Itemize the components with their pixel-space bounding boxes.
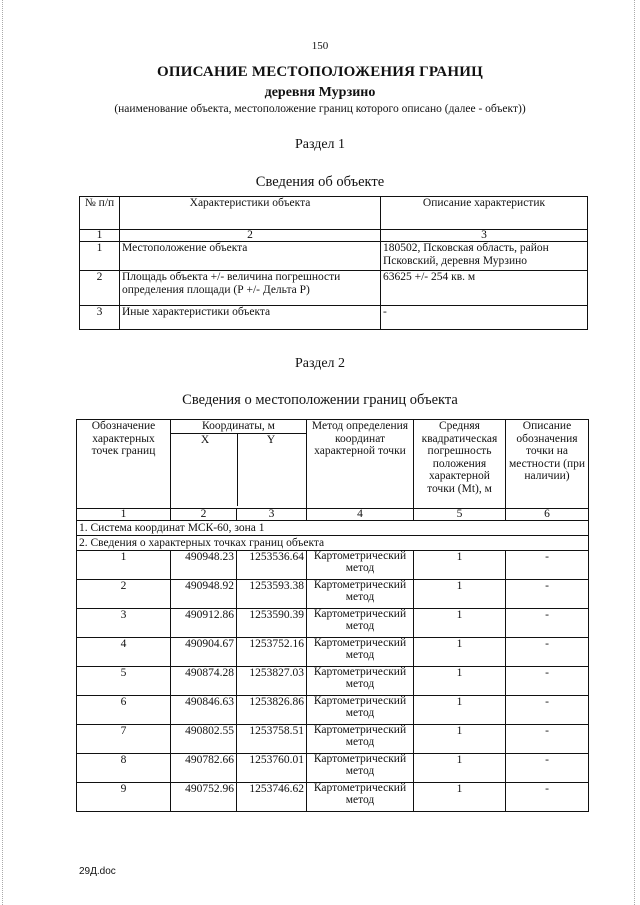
table-row: [77, 783, 589, 812]
point-accuracy: 1: [414, 783, 506, 812]
point-x: 490912.86: [171, 609, 237, 638]
point-accuracy: 1: [414, 609, 506, 638]
table2-colnum: 3: [237, 509, 307, 521]
point-y: 1253752.16: [237, 638, 307, 667]
point-x: 490904.67: [171, 638, 237, 667]
point-description: -: [506, 783, 589, 812]
row-number: 2: [80, 271, 120, 306]
table1-header-description: Описание характеристик: [381, 197, 588, 230]
points-caption: 2. Сведения о характерных точках границ объекта: [77, 536, 589, 551]
point-x: 490782.66: [171, 754, 237, 783]
row-characteristic: Иные характеристики объекта: [120, 306, 381, 330]
boundary-points-table: [76, 419, 589, 812]
header-y: Y: [266, 433, 276, 446]
table2-colnum: 5: [414, 509, 506, 521]
point-method: Картометрический метод: [307, 783, 414, 812]
point-id: 2: [77, 580, 171, 609]
point-method: Картометрический метод: [307, 638, 414, 667]
point-x: 490802.55: [171, 725, 237, 754]
point-y: 1253536.64: [237, 551, 307, 580]
table2-colnum: 2: [171, 509, 237, 521]
document-title: ОПИСАНИЕ МЕСТОПОЛОЖЕНИЯ ГРАНИЦ: [157, 64, 483, 80]
header-coordinates: [171, 420, 307, 509]
table-row: [77, 754, 589, 783]
section1-title: Раздел 1: [294, 137, 346, 152]
point-method: Картометрический метод: [307, 725, 414, 754]
table1-number-row: [80, 230, 588, 242]
point-y: 1253758.51: [237, 725, 307, 754]
point-method: Картометрический метод: [307, 667, 414, 696]
point-y: 1253593.38: [237, 580, 307, 609]
row-value: 180502, Псковская область, район Псковский, деревня Мурзино: [381, 242, 588, 271]
point-accuracy: 1: [414, 696, 506, 725]
object-info-table: [79, 196, 588, 330]
table1-header-num: № п/п: [80, 197, 120, 230]
point-id: 3: [77, 609, 171, 638]
scan-edge-right: [634, 0, 636, 905]
table-row: [77, 667, 589, 696]
header-accuracy: Средняя квадратическая погрешность положения характерной точки (Mt), м: [414, 420, 506, 509]
row-number: 1: [80, 242, 120, 271]
points-body: [77, 551, 589, 812]
point-id: 6: [77, 696, 171, 725]
point-description: -: [506, 609, 589, 638]
header-x: X: [173, 434, 238, 506]
table-row: [77, 638, 589, 667]
point-accuracy: 1: [414, 551, 506, 580]
point-x: 490846.63: [171, 696, 237, 725]
point-description: -: [506, 580, 589, 609]
section2-caption: Сведения о местоположении границ объекта: [182, 392, 458, 408]
point-description: -: [506, 667, 589, 696]
point-method: Картометрический метод: [307, 609, 414, 638]
table1-colnum: 2: [120, 230, 381, 242]
table-row: [77, 609, 589, 638]
table-row: [77, 696, 589, 725]
table-row: [77, 725, 589, 754]
table-row: [77, 580, 589, 609]
footer-filename: 29Д.doc: [79, 866, 116, 877]
point-y: 1253746.62: [237, 783, 307, 812]
point-id: 8: [77, 754, 171, 783]
point-id: 9: [77, 783, 171, 812]
point-description: -: [506, 754, 589, 783]
table2-colnum: 4: [307, 509, 414, 521]
page-number: 150: [311, 40, 329, 52]
point-id: 4: [77, 638, 171, 667]
table2-colnum: 6: [506, 509, 589, 521]
point-accuracy: 1: [414, 754, 506, 783]
table-row: [80, 306, 588, 330]
table-row: [80, 271, 588, 306]
point-x: 490752.96: [171, 783, 237, 812]
point-accuracy: 1: [414, 725, 506, 754]
table-row: [77, 551, 589, 580]
point-x: 490874.28: [171, 667, 237, 696]
point-accuracy: 1: [414, 580, 506, 609]
point-y: 1253760.01: [237, 754, 307, 783]
table2-header-row: [77, 420, 589, 509]
table1-header-row: [80, 197, 588, 230]
document-note: (наименование объекта, местоположение границ которого описано (далее - объект)): [114, 103, 526, 115]
point-y: 1253827.03: [237, 667, 307, 696]
row-value: 63625 +/- 254 кв. м: [381, 271, 588, 306]
table2-number-row: [77, 509, 589, 521]
section1-caption: Сведения об объекте: [255, 174, 385, 190]
table2-colnum: 1: [77, 509, 171, 521]
point-method: Картометрический метод: [307, 580, 414, 609]
point-y: 1253590.39: [237, 609, 307, 638]
table1-colnum: 1: [80, 230, 120, 242]
point-description: -: [506, 551, 589, 580]
table1-colnum: 3: [381, 230, 588, 242]
row-characteristic: Площадь объекта +/- величина погрешности определения площади (Р +/- Дельта Р): [120, 271, 381, 306]
point-accuracy: 1: [414, 667, 506, 696]
point-id: 1: [77, 551, 171, 580]
point-y: 1253826.86: [237, 696, 307, 725]
coordinate-system-row: [77, 521, 589, 536]
points-caption-row: [77, 536, 589, 551]
point-description: -: [506, 638, 589, 667]
header-coordinates-label: Координаты, м: [171, 420, 306, 434]
row-number: 3: [80, 306, 120, 330]
row-characteristic: Местоположение объекта: [120, 242, 381, 271]
document-subtitle: деревня Мурзино: [264, 85, 376, 100]
point-id: 7: [77, 725, 171, 754]
section2-title: Раздел 2: [294, 356, 346, 371]
header-point-designation: Обозначение характерных точек границ: [77, 420, 171, 509]
point-method: Картометрический метод: [307, 551, 414, 580]
table1-header-characteristic: Характеристики объекта: [120, 197, 381, 230]
point-method: Картометрический метод: [307, 696, 414, 725]
point-method: Картометрический метод: [307, 754, 414, 783]
header-description: Описание обозначения точки на местности (при наличии): [506, 420, 589, 509]
point-x: 490948.23: [171, 551, 237, 580]
table-row: [80, 242, 588, 271]
coordinate-system: 1. Система координат МСК-60, зона 1: [77, 521, 589, 536]
header-xy: [173, 434, 304, 506]
scan-edge-left: [2, 0, 4, 905]
point-description: -: [506, 725, 589, 754]
point-x: 490948.92: [171, 580, 237, 609]
row-value: -: [381, 306, 588, 330]
header-method: Метод определения координат характерной точки: [307, 420, 414, 509]
point-description: -: [506, 696, 589, 725]
point-accuracy: 1: [414, 638, 506, 667]
point-id: 5: [77, 667, 171, 696]
